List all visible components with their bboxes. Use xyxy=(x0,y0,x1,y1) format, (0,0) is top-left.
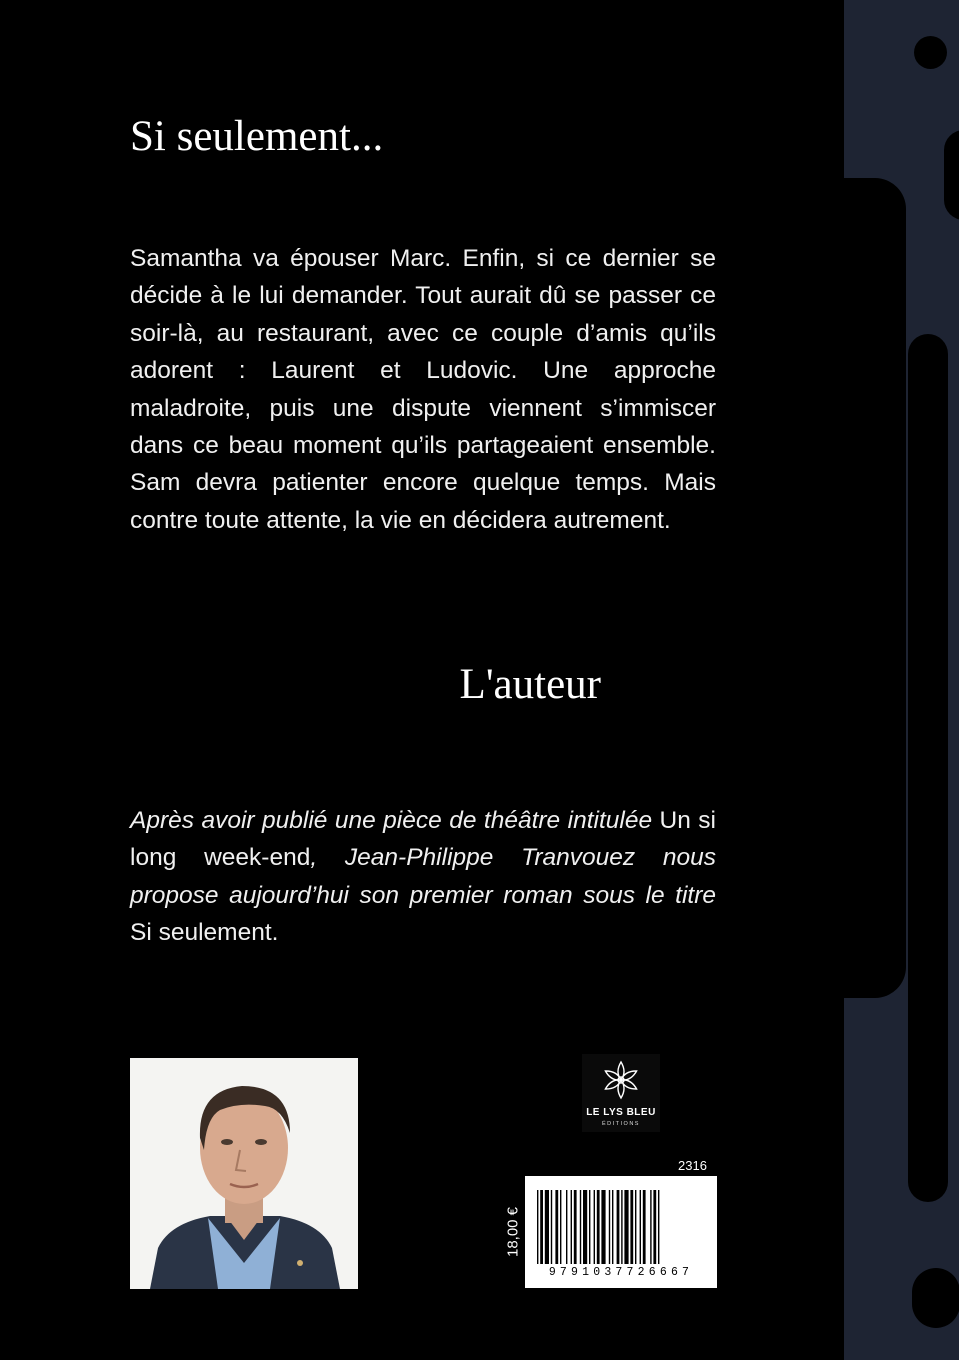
barcode-bar xyxy=(630,1190,633,1264)
barcode-bar xyxy=(635,1190,636,1264)
author-bio xyxy=(130,802,716,952)
barcode-bar xyxy=(589,1190,590,1264)
barcode-bar xyxy=(594,1190,595,1264)
bio-play-title: Un si long week-end xyxy=(130,807,716,872)
barcode-bars xyxy=(525,1176,717,1266)
barcode-bar xyxy=(609,1190,610,1264)
price xyxy=(500,1192,526,1272)
barcode-bar xyxy=(653,1190,656,1264)
barcode-bar xyxy=(643,1190,646,1264)
barcode-bar xyxy=(560,1190,561,1264)
author-heading: L'auteur xyxy=(459,661,601,708)
isbn-digits: 9791037726667 xyxy=(548,1266,694,1279)
barcode-bar xyxy=(597,1190,600,1264)
price-label: 18,00 € xyxy=(504,1206,522,1258)
bio-text-2: , Jean-Philippe Tranvouez nous propose aujourd’hui son premier roman sous le titre xyxy=(130,844,717,909)
drip-left-long xyxy=(844,178,906,998)
barcode xyxy=(525,1176,717,1288)
barcode-bar xyxy=(621,1190,622,1264)
barcode-bar xyxy=(612,1190,613,1264)
barcode-bar xyxy=(555,1190,558,1264)
drip-right-long xyxy=(908,334,948,1202)
drip-right-top xyxy=(944,130,959,220)
product-code: 2316 xyxy=(678,1158,707,1173)
author-portrait xyxy=(130,1058,358,1289)
barcode-bar xyxy=(658,1190,659,1264)
dot-top xyxy=(914,36,947,69)
book-title: Si seulement... xyxy=(130,113,384,160)
barcode-bar xyxy=(545,1190,549,1264)
publisher-name: LE LYS BLEU xyxy=(586,1107,656,1118)
barcode-bar xyxy=(583,1190,587,1264)
barcode-bar xyxy=(551,1190,552,1264)
barcode-bar xyxy=(571,1190,572,1264)
barcode-bar xyxy=(580,1190,581,1264)
barcode-bar xyxy=(617,1190,620,1264)
barcode-bar xyxy=(650,1190,651,1264)
barcode-bar xyxy=(537,1190,538,1264)
publisher-subtitle: ÉDITIONS xyxy=(602,1121,640,1127)
synopsis: Samantha va épouser Marc. Enfin, si ce dernier se décide à le lui demander. Tout aurait dû se passer ce soir-là, au restaurant, avec ce couple d’amis qu’ils adorent : Laurent et Ludovic. Une approche maladroite, puis une dispute viennent s’immiscer dans ce beau moment qu’ils partageaient ensemble. Sam devra patienter encore quelque temps. Mais contre toute attente, la vie en décidera autrement. xyxy=(130,245,716,534)
barcode-bar xyxy=(601,1190,605,1264)
decorative-side-strip xyxy=(844,0,959,1360)
barcode-bar xyxy=(574,1190,577,1264)
dot-bottom xyxy=(912,1268,959,1328)
barcode-bar xyxy=(540,1190,543,1264)
bio-novel-title: Si seulement. xyxy=(130,919,279,947)
barcode-bar xyxy=(566,1190,567,1264)
barcode-bar xyxy=(624,1190,628,1264)
bio-text-1: Après avoir publié une pièce de théâtre intitulée xyxy=(130,807,653,834)
publisher-logo xyxy=(582,1054,660,1132)
barcode-bar xyxy=(640,1190,641,1264)
author-photo xyxy=(130,1058,358,1289)
